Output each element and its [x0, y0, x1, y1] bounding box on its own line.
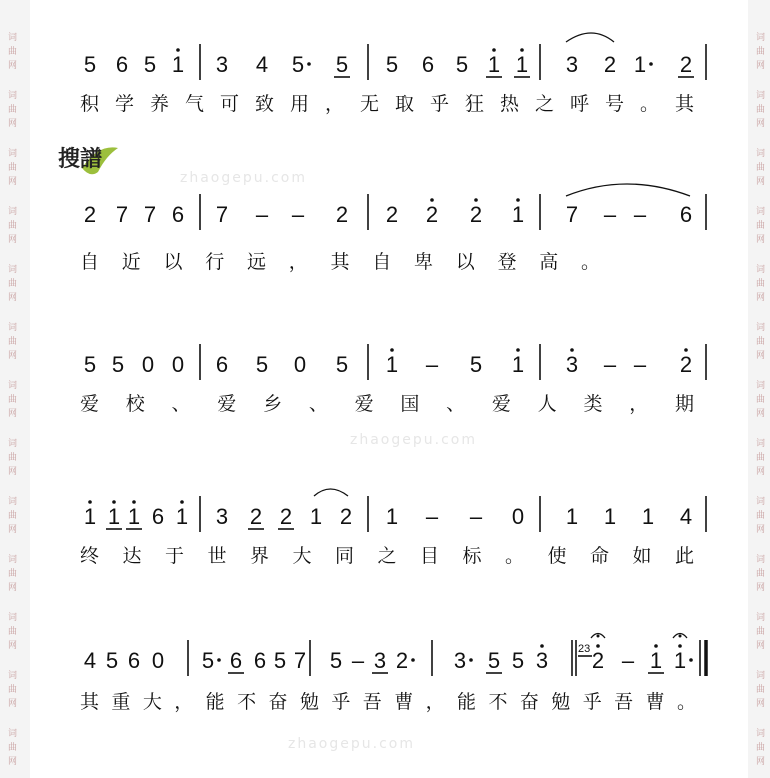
octave-dot [516, 198, 520, 202]
note: 5 [385, 52, 399, 77]
note: 5 [83, 352, 97, 377]
note: 5 [255, 352, 269, 377]
augment-dot [689, 658, 693, 662]
side-glyph: 曲 [8, 627, 18, 637]
measure [216, 202, 348, 227]
side-glyph: 曲 [756, 163, 766, 173]
side-glyph: 曲 [756, 105, 766, 115]
side-glyph: 网 [756, 641, 766, 651]
note: – [469, 504, 483, 529]
note: 1 [633, 52, 647, 77]
lyrics-line: 爱校、爱乡、爱国、爱人类，期 [80, 393, 695, 415]
note: 2 [591, 648, 605, 673]
note: 0 [293, 352, 307, 377]
note: 4 [255, 52, 269, 77]
side-glyph: 曲 [756, 685, 766, 695]
note: 1 [309, 504, 323, 529]
side-glyph: 词 [756, 323, 766, 333]
side-glyph: 网 [756, 699, 766, 709]
side-glyph: 词 [8, 149, 18, 159]
logo-text: 搜譜 [58, 147, 103, 172]
side-glyph: 网 [8, 757, 18, 767]
side-glyph: 词 [756, 439, 766, 449]
grace-note: 23 [578, 643, 591, 655]
side-glyph: 词 [756, 613, 766, 623]
note: 5 [487, 648, 501, 673]
note: – [633, 202, 647, 227]
note: 6 [115, 52, 129, 77]
side-glyph: 网 [8, 467, 18, 477]
augment-dot [649, 62, 653, 66]
side-glyph: 词 [8, 33, 18, 43]
side-glyph: 词 [756, 729, 766, 739]
side-glyph: 网 [756, 525, 766, 535]
note: 0 [141, 352, 155, 377]
side-glyph: 曲 [8, 105, 18, 115]
side-glyph: 词 [756, 671, 766, 681]
note: 6 [421, 52, 435, 77]
note: 2 [83, 202, 97, 227]
side-glyph: 词 [8, 91, 18, 101]
side-glyph: 网 [756, 61, 766, 71]
fermata-dot [679, 635, 682, 638]
note: 0 [511, 504, 525, 529]
slur [566, 184, 690, 196]
measure [84, 500, 188, 529]
side-glyph: 网 [8, 177, 18, 187]
side-glyph: 网 [8, 699, 18, 709]
note: 2 [603, 52, 617, 77]
side-glyph: 词 [756, 207, 766, 217]
note: 5 [291, 52, 305, 77]
side-glyph: 词 [8, 381, 18, 391]
note: 2 [339, 504, 353, 529]
side-glyph: 网 [756, 467, 766, 477]
note: 5 [455, 52, 469, 77]
side-glyph: 曲 [756, 627, 766, 637]
slur [314, 489, 348, 496]
note: 5 [105, 648, 119, 673]
side-glyph: 网 [8, 583, 18, 593]
octave-dot [112, 500, 116, 504]
score-row [80, 344, 706, 415]
side-glyph: 词 [756, 149, 766, 159]
note: 3 [373, 648, 387, 673]
octave-dot [678, 644, 682, 648]
lyrics-line: 自近以行远，其自卑以登高。 [80, 251, 600, 273]
side-glyph: 网 [8, 409, 18, 419]
measure [216, 52, 350, 77]
note: 5 [511, 648, 525, 673]
octave-dot [596, 644, 600, 648]
note: 6 [253, 648, 267, 673]
side-glyph: 网 [756, 583, 766, 593]
side-glyph: 网 [756, 177, 766, 187]
side-glyph: 曲 [756, 511, 766, 521]
side-glyph: 网 [8, 61, 18, 71]
measure [386, 48, 530, 77]
slur [566, 33, 614, 42]
measure [386, 348, 524, 377]
note: 5 [83, 52, 97, 77]
octave-dot [430, 198, 434, 202]
note: – [425, 352, 439, 377]
note: 6 [215, 352, 229, 377]
measure [566, 504, 692, 529]
side-glyph: 网 [756, 293, 766, 303]
measure [330, 648, 415, 673]
side-glyph: 曲 [756, 337, 766, 347]
lyrics-line: 终达于世界大同之目标。使命如此 [80, 545, 694, 567]
measure [386, 198, 524, 227]
octave-dot [516, 348, 520, 352]
score-row [80, 496, 706, 567]
note: 3 [215, 52, 229, 77]
side-glyph: 词 [8, 265, 18, 275]
note: 6 [151, 504, 165, 529]
measure [84, 352, 184, 377]
side-glyph: 曲 [8, 337, 18, 347]
note: 5 [335, 352, 349, 377]
score-row [80, 44, 706, 115]
note: 7 [143, 202, 157, 227]
note: 2 [335, 202, 349, 227]
augment-dot [469, 658, 473, 662]
note: 7 [293, 648, 307, 673]
note: – [603, 202, 617, 227]
note: – [603, 352, 617, 377]
note: 6 [171, 202, 185, 227]
logo [58, 146, 118, 174]
watermark-1: zhaogepu.com [180, 170, 307, 186]
note: 6 [679, 202, 693, 227]
side-glyph: 词 [756, 497, 766, 507]
note: – [425, 504, 439, 529]
side-glyph: 曲 [8, 279, 18, 289]
side-glyph: 词 [8, 439, 18, 449]
note: 1 [673, 648, 687, 673]
side-glyph: 曲 [8, 685, 18, 695]
side-glyph: 词 [8, 555, 18, 565]
note: 2 [425, 202, 439, 227]
note: 5 [469, 352, 483, 377]
octave-dot [88, 500, 92, 504]
side-glyph: 曲 [756, 395, 766, 405]
measure [454, 644, 548, 673]
measure [84, 48, 184, 77]
octave-dot [654, 644, 658, 648]
side-glyph: 网 [8, 235, 18, 245]
side-glyph: 网 [8, 351, 18, 361]
note: 1 [515, 52, 529, 77]
note: 5 [335, 52, 349, 77]
note: 3 [535, 648, 549, 673]
note: 3 [215, 504, 229, 529]
side-glyph: 曲 [8, 453, 18, 463]
note: 5 [201, 648, 215, 673]
score-row [80, 194, 706, 273]
side-glyph: 词 [756, 381, 766, 391]
note: 6 [127, 648, 141, 673]
octave-dot [570, 348, 574, 352]
side-glyph: 网 [756, 409, 766, 419]
watermark-2: zhaogepu.com [350, 432, 477, 448]
note: 2 [469, 202, 483, 227]
note: 6 [229, 648, 243, 673]
side-glyph: 曲 [756, 569, 766, 579]
measure [386, 504, 524, 529]
side-glyph: 词 [8, 671, 18, 681]
side-glyph: 曲 [756, 221, 766, 231]
note: 1 [487, 52, 501, 77]
note: 1 [107, 504, 121, 529]
side-glyph: 词 [756, 265, 766, 275]
measure [566, 202, 692, 227]
note: – [255, 202, 269, 227]
octave-dot [390, 348, 394, 352]
side-glyph: 词 [756, 91, 766, 101]
augment-dot [307, 62, 311, 66]
octave-dot [132, 500, 136, 504]
note: 7 [565, 202, 579, 227]
side-glyph: 词 [8, 323, 18, 333]
note: – [633, 352, 647, 377]
measure [84, 648, 164, 673]
octave-dot [540, 644, 544, 648]
side-glyph: 曲 [756, 47, 766, 57]
measure [216, 504, 352, 529]
octave-dot [492, 48, 496, 52]
note: – [351, 648, 365, 673]
measure [592, 644, 693, 673]
augment-dot [411, 658, 415, 662]
note: 5 [143, 52, 157, 77]
side-glyph: 词 [8, 497, 18, 507]
note: 2 [385, 202, 399, 227]
note: 1 [511, 352, 525, 377]
lyrics-line: 其重大，能不奋勉乎吾曹，能不奋勉乎吾曹。 [80, 691, 696, 713]
side-glyph: 词 [8, 613, 18, 623]
note: 4 [83, 648, 97, 673]
note: 1 [385, 352, 399, 377]
augment-dot [217, 658, 221, 662]
side-glyph: 词 [8, 207, 18, 217]
note: 1 [385, 504, 399, 529]
music-body [80, 33, 706, 713]
side-glyph: 网 [8, 293, 18, 303]
octave-dot [180, 500, 184, 504]
note: 1 [127, 504, 141, 529]
watermark-3: zhaogepu.com [288, 736, 415, 752]
note: 4 [679, 504, 693, 529]
side-glyph: 曲 [8, 569, 18, 579]
note: 1 [603, 504, 617, 529]
side-glyph: 网 [8, 525, 18, 535]
measure [566, 348, 692, 377]
note: 3 [565, 352, 579, 377]
side-glyph: 词 [756, 555, 766, 565]
note: 2 [279, 504, 293, 529]
side-glyph: 曲 [8, 743, 18, 753]
note: 2 [679, 352, 693, 377]
measure [566, 52, 694, 77]
measure [216, 352, 348, 377]
side-glyph: 词 [756, 33, 766, 43]
measure [84, 202, 184, 227]
note: 5 [111, 352, 125, 377]
fermata-dot [597, 635, 600, 638]
note: 3 [453, 648, 467, 673]
octave-dot [520, 48, 524, 52]
side-glyph: 曲 [756, 453, 766, 463]
side-glyph: 曲 [8, 221, 18, 231]
note: 7 [215, 202, 229, 227]
note: 0 [171, 352, 185, 377]
side-glyph: 网 [756, 119, 766, 129]
lyrics-line: 积学养气可致用，无取乎狂热之呼号。其 [80, 93, 694, 115]
note: 5 [329, 648, 343, 673]
note: 1 [171, 52, 185, 77]
side-glyph: 网 [8, 641, 18, 651]
note: 2 [249, 504, 263, 529]
side-glyph: 网 [756, 351, 766, 361]
note: 1 [649, 648, 663, 673]
note: 2 [395, 648, 409, 673]
octave-dot [176, 48, 180, 52]
octave-dot [474, 198, 478, 202]
note: 3 [565, 52, 579, 77]
note: 1 [511, 202, 525, 227]
side-glyph: 词 [8, 729, 18, 739]
note: 1 [641, 504, 655, 529]
octave-dot [684, 348, 688, 352]
note: 2 [679, 52, 693, 77]
note: 1 [83, 504, 97, 529]
side-glyph: 网 [756, 757, 766, 767]
side-glyph: 网 [756, 235, 766, 245]
side-glyph: 曲 [756, 279, 766, 289]
side-glyph: 曲 [8, 47, 18, 57]
measure [202, 648, 306, 673]
score-row [80, 634, 706, 714]
note: 7 [115, 202, 129, 227]
side-glyph: 曲 [8, 511, 18, 521]
side-glyph: 曲 [8, 395, 18, 405]
note: 5 [273, 648, 287, 673]
side-glyph: 曲 [8, 163, 18, 173]
note: – [291, 202, 305, 227]
side-glyph: 曲 [756, 743, 766, 753]
note: 1 [175, 504, 189, 529]
note: 1 [565, 504, 579, 529]
side-glyph: 网 [8, 119, 18, 129]
note: – [621, 648, 635, 673]
note: 0 [151, 648, 165, 673]
